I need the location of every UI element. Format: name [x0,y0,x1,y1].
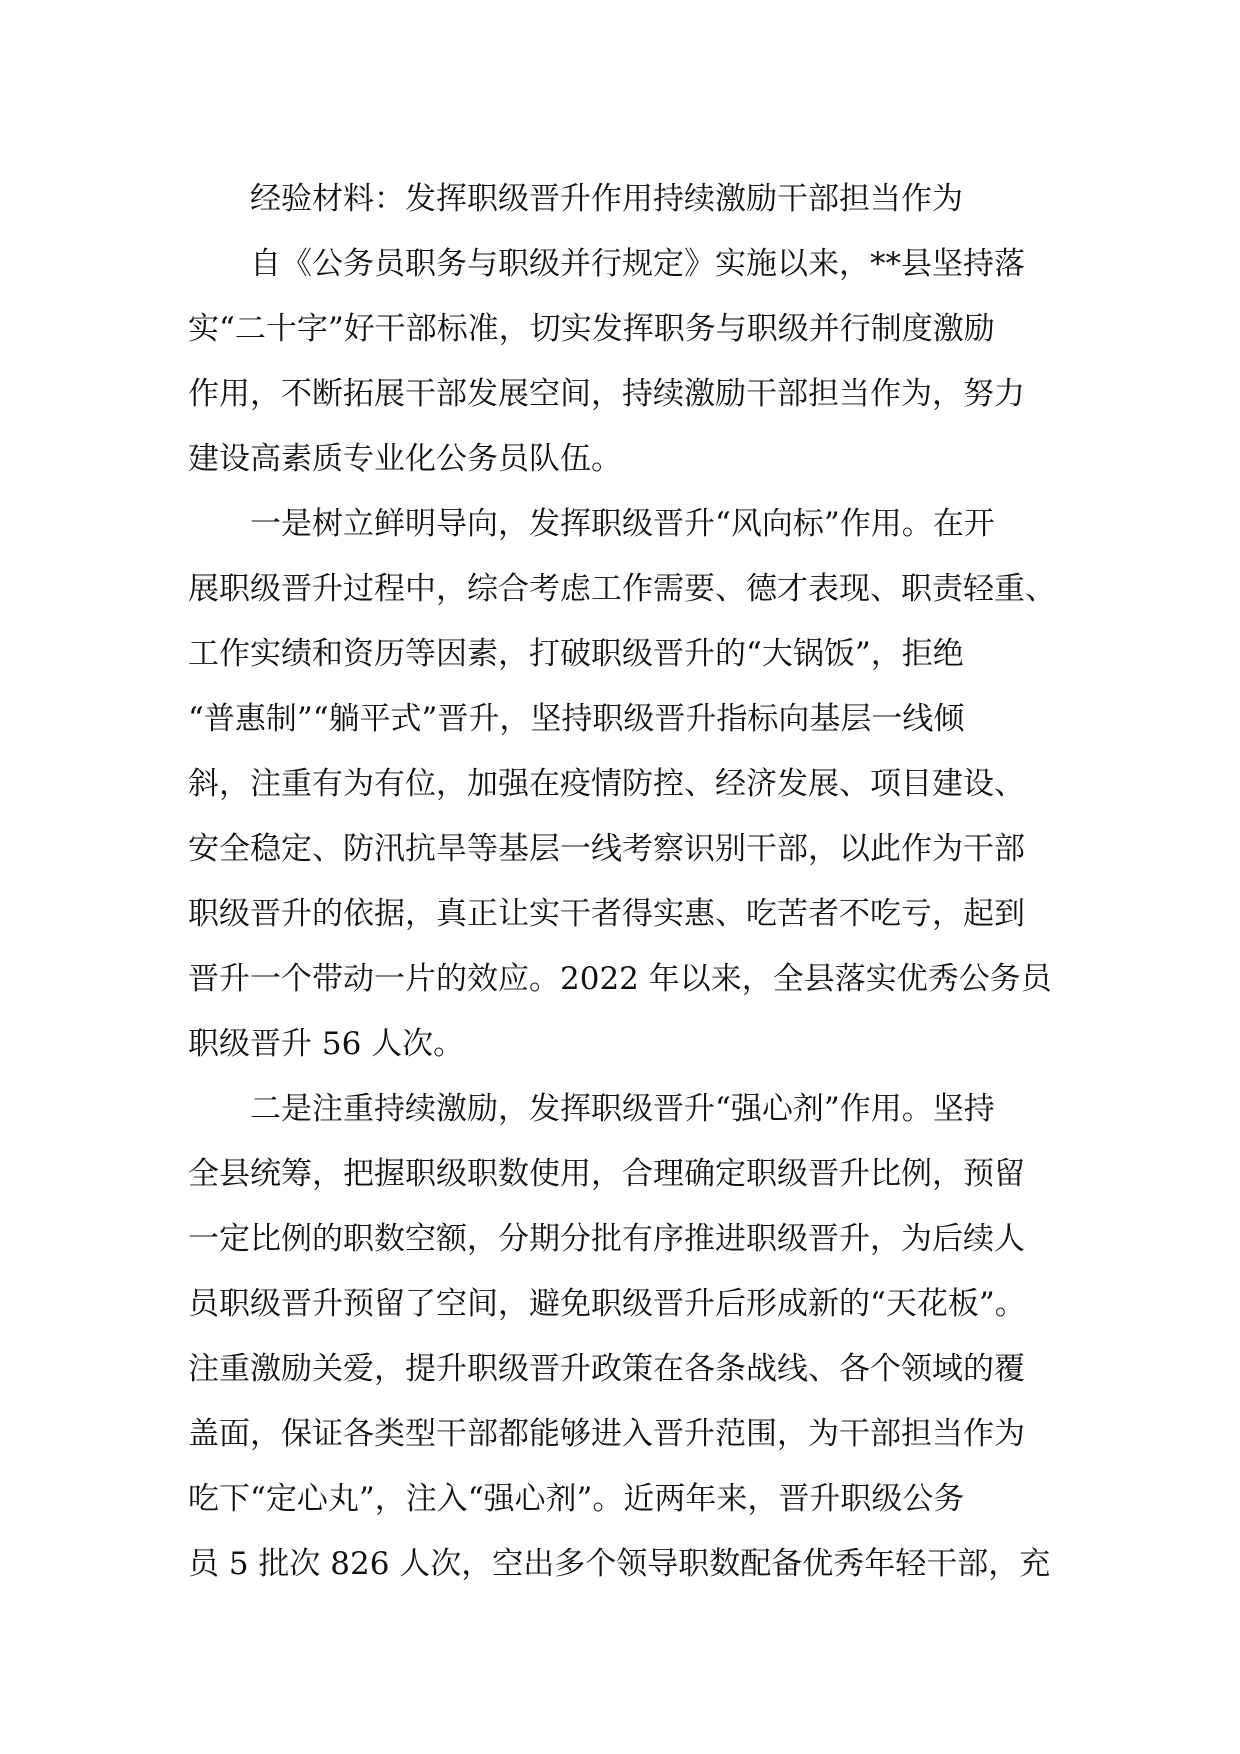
paragraph-line: 盖面，保证各类型干部都能够进入晋升范围，为干部担当作为 [188,1416,1025,1452]
paragraph-line: 二是注重持续激励，发挥职级晋升“强心剂”作用。坚持 [250,1091,995,1127]
paragraph-line: 一定比例的职数空额，分期分批有序推进职级晋升，为后续人 [188,1221,1025,1257]
document-title: 经验材料：发挥职级晋升作用持续激励干部担当作为 [250,181,963,217]
document-body [188,167,1058,1597]
paragraph-line: 注重激励关爱，提升职级晋升政策在各条战线、各个领域的覆 [188,1351,1025,1387]
paragraph-line: 吃下“定心丸”，注入“强心剂”。近两年来，晋升职级公务 [188,1481,965,1517]
paragraph-line: 自《公务员职务与职级并行规定》实施以来，**县坚持落 [250,246,1025,282]
paragraph-line: 员职级晋升预留了空间，避免职级晋升后形成新的“天花板”。 [188,1286,1026,1322]
paragraph-line: 工作实绩和资历等因素，打破职级晋升的“大锅饭”，拒绝 [188,636,964,672]
paragraph-line: 安全稳定、防汛抗旱等基层一线考察识别干部，以此作为干部 [188,831,1025,867]
paragraph-line: 晋升一个带动一片的效应。2022 年以来，全县落实优秀公务员 [188,961,1052,997]
paragraph-line: 一是树立鲜明导向，发挥职级晋升“风向标”作用。在开 [250,506,995,542]
paragraph-line: 斜，注重有为有位，加强在疫情防控、经济发展、项目建设、 [188,766,1025,802]
paragraph-line: 职级晋升的依据，真正让实干者得实惠、吃苦者不吃亏，起到 [188,896,1025,932]
paragraph-line: 全县统筹，把握职级职数使用，合理确定职级晋升比例，预留 [188,1156,1025,1192]
paragraph-line: 作用，不断拓展干部发展空间，持续激励干部担当作为，努力 [188,376,1025,412]
paragraph-line: “普惠制”“躺平式”晋升，坚持职级晋升指标向基层一线倾 [188,701,965,737]
paragraph-line: 职级晋升 56 人次。 [188,1026,465,1062]
paragraph-line: 实“二十字”好干部标准，切实发挥职务与职级并行制度激励 [188,311,995,347]
paragraph-line: 建设高素质专业化公务员队伍。 [188,441,622,477]
paragraph-line: 展职级晋升过程中，综合考虑工作需要、德才表现、职责轻重、 [188,571,1056,607]
paragraph-line: 员 5 批次 826 人次，空出多个领导职数配备优秀年轻干部，充 [188,1546,1051,1582]
